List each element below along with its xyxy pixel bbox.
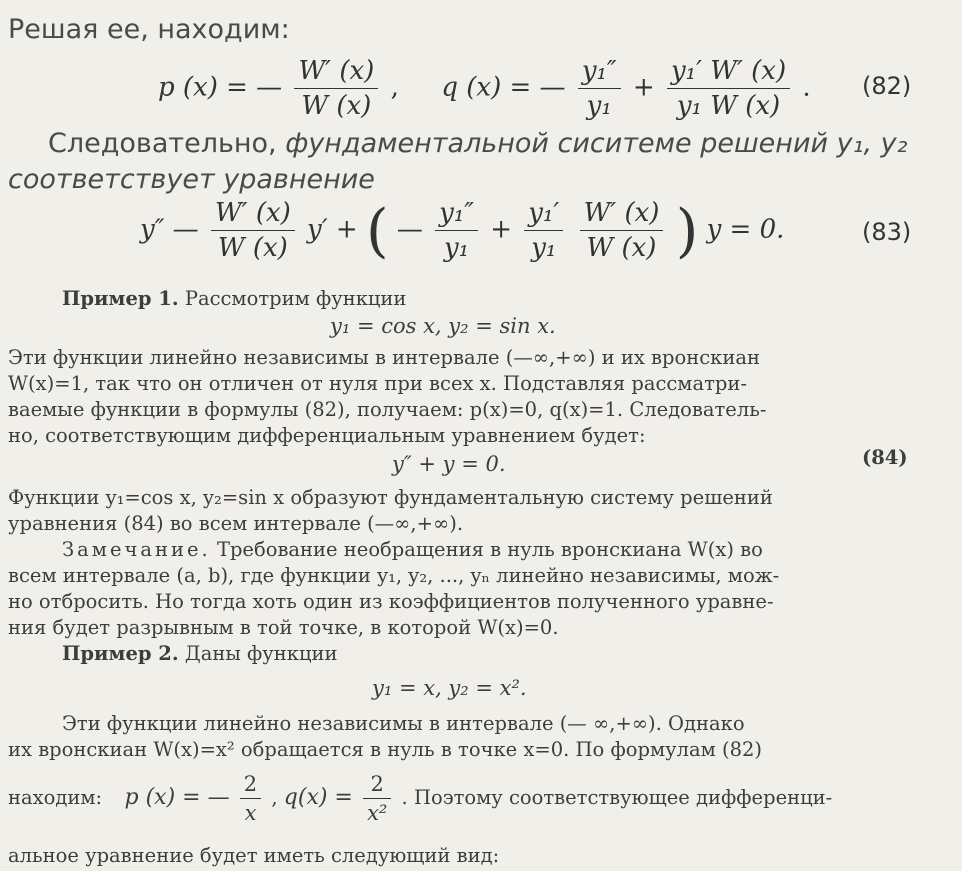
eq82-p-numerator: W′ (x)	[294, 56, 378, 89]
eq83-plus: +	[490, 214, 513, 245]
eq83-numerator-4: W′ (x)	[580, 198, 664, 231]
eq82-q-numerator-1: y₁″	[578, 56, 621, 89]
example-2-para-line-2: их вронскиан W(x)=x² обращается в нуль в точке x=0. По формулам (82)	[8, 738, 763, 761]
eq83-numerator-3: y₁′	[524, 198, 563, 231]
equation-number-84: (84)	[862, 446, 908, 469]
example-1-heading	[62, 287, 406, 310]
remark-line-1	[62, 538, 763, 561]
example-1-para2-line-1: Функции y₁=cos x, y₂=sin x образуют фундаментальную систему решений	[8, 486, 773, 509]
eq83-end: y = 0.	[706, 214, 785, 245]
example-1-text: Рассмотрим функции	[184, 287, 407, 310]
eq83-fraction-4	[580, 198, 664, 263]
example-2-para-line-1: Эти функции линейно независимы в интервале (— ∞,+∞). Однако	[62, 712, 745, 735]
example-2-p-numerator: 2	[240, 772, 261, 799]
eq82-q-fraction-2	[667, 56, 790, 121]
example-2-separator: ,	[271, 786, 278, 809]
statement-line-1	[48, 128, 907, 159]
eq83-minus: —	[396, 214, 423, 245]
remark-text-1: Требование необращения в нуль вронскиана W(x) во	[216, 538, 763, 561]
example-2-heading	[62, 642, 338, 665]
example-2-p-lhs: p (x) = —	[124, 785, 230, 810]
example-1-para2-line-2: уравнения (84) во всем интервале (—∞,+∞).	[8, 512, 464, 535]
equation-number-82: (82)	[862, 72, 912, 100]
example-2-p-denominator: x	[244, 801, 257, 825]
example-2-p-fraction	[240, 772, 261, 825]
example-1-para-line-3: ваемые функции в формулы (82), получаем: p(x)=0, q(x)=1. Следователь-	[8, 398, 767, 421]
example-1-functions: y₁ = cos x, y₂ = sin x.	[330, 314, 556, 338]
eq82-end: .	[802, 72, 811, 103]
intro-text: Решая ее, находим:	[8, 14, 290, 45]
example-2-functions: y₁ = x, y₂ = x².	[372, 676, 527, 700]
example-1-para-line-4: но, соответствующим дифференциальным уравнением будет:	[8, 424, 646, 447]
example-2-found: находим:	[8, 786, 103, 809]
equation-83	[140, 198, 784, 263]
example-2-q-lhs: q(x) =	[283, 785, 353, 810]
statement-italic-1: фундаментальной сиситеме решений	[285, 128, 829, 159]
example-2-text: Даны функции	[184, 642, 338, 665]
eq83-fraction-2	[435, 198, 478, 263]
example-1-para-line-1: Эти функции линейно независимы в интервале (—∞,+∞) и их вронскиан	[8, 346, 760, 369]
example-2-formula-line	[8, 772, 832, 825]
eq83-numerator-1: W′ (x)	[211, 198, 295, 231]
equation-number-83: (83)	[862, 218, 912, 246]
example-2-last-line: альное уравнение будет иметь следующий вид:	[8, 844, 500, 867]
eq82-plus: +	[632, 72, 655, 103]
statement-plain: Следовательно,	[48, 128, 277, 159]
eq82-p-fraction	[294, 56, 378, 121]
eq82-separator: ,	[390, 72, 399, 103]
example-2-label: Пример 2.	[62, 642, 179, 665]
eq82-q-fraction-1	[578, 56, 621, 121]
eq83-numerator-2: y₁″	[435, 198, 478, 231]
equation-82	[158, 56, 811, 121]
eq82-p-denominator: W (x)	[301, 91, 372, 121]
eq83-fraction-1	[211, 198, 295, 263]
eq83-start: y″ —	[140, 214, 199, 245]
example-2-q-denominator: x²	[367, 801, 388, 825]
eq82-p-lhs: p (x) = —	[158, 72, 283, 103]
eq83-fraction-3	[524, 198, 563, 263]
equation-84: y″ + y = 0.	[392, 452, 506, 476]
remark-line-4: ния будет разрывным в той точке, в которой W(x)=0.	[8, 616, 559, 639]
eq82-q-numerator-2: y₁′ W′ (x)	[667, 56, 790, 89]
eq82-q-denominator-1: y₁	[586, 91, 612, 121]
eq82-q-denominator-2: y₁ W (x)	[676, 91, 781, 121]
example-2-after: . Поэтому соответствующее дифференци-	[401, 786, 833, 809]
remark-line-3: но отбросить. Но тогда хоть один из коэффициентов полученного уравне-	[8, 590, 774, 613]
example-1-label: Пример 1.	[62, 287, 179, 310]
eq83-right-paren: )	[675, 196, 699, 265]
statement-vars: y₁, y₂	[836, 128, 908, 159]
eq82-q-lhs: q (x) = —	[441, 72, 566, 103]
eq83-denominator-4: W (x)	[586, 233, 657, 263]
example-1-para-line-2: W(x)=1, так что он отличен от нуля при всех x. Подставляя рассматри-	[8, 372, 747, 395]
remark-line-2: всем интервале (a, b), где функции y₁, y₂, ..., yₙ линейно независимы, мож-	[8, 564, 780, 587]
example-2-q-numerator: 2	[363, 772, 391, 799]
eq83-left-paren: (	[365, 196, 389, 265]
eq83-denominator-1: W (x)	[217, 233, 288, 263]
eq83-denominator-2: y₁	[443, 233, 470, 263]
remark-label: Замечание.	[62, 538, 211, 561]
eq83-denominator-3: y₁	[531, 233, 557, 263]
eq83-mid: y′ +	[307, 214, 358, 245]
statement-line-2: соответствует уравнение	[8, 164, 375, 195]
example-2-q-fraction	[363, 772, 391, 825]
